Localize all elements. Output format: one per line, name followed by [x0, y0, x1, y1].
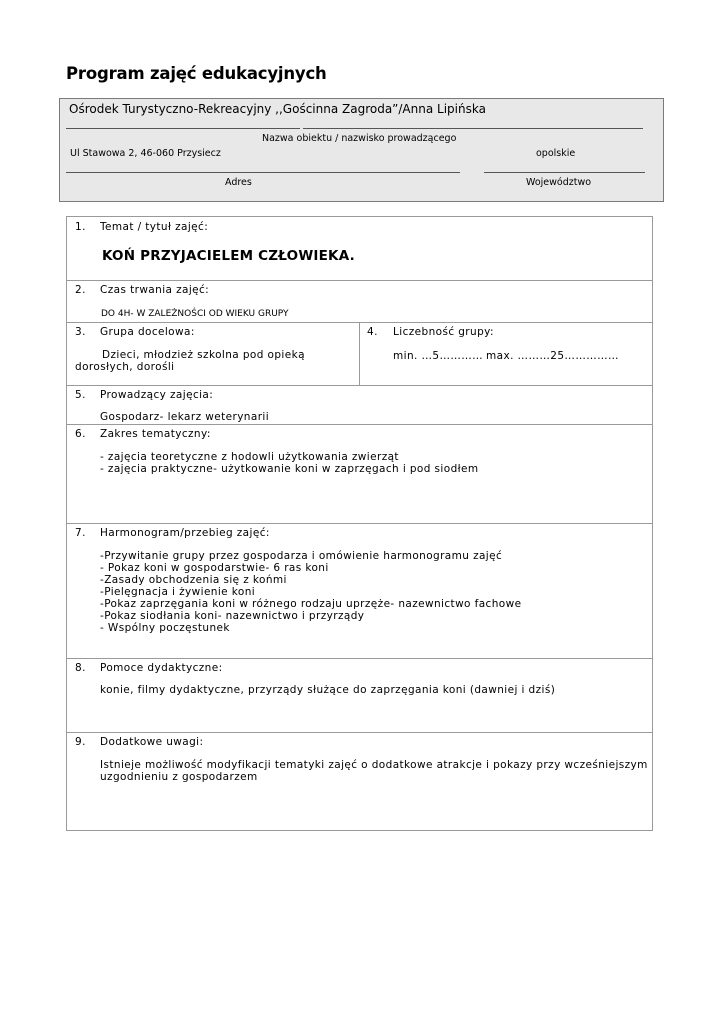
- schedule-list: [100, 550, 521, 634]
- section-label: Pomoce dydaktyczne:: [100, 662, 223, 674]
- section-scope: [67, 425, 652, 524]
- group-size-max: max. ………25……………: [486, 350, 619, 362]
- topic-value: KOŃ PRZYJACIELEM CZŁOWIEKA.: [102, 248, 355, 264]
- section-number: 6.: [75, 428, 86, 440]
- document-title: Program zajęć edukacyjnych: [66, 64, 327, 83]
- section-teaching-aids: [67, 659, 652, 733]
- section-label: Prowadzący zajęcia:: [100, 389, 214, 401]
- section-label: Zakres tematyczny:: [100, 428, 211, 440]
- group-size-min: min. …5…………: [393, 350, 484, 362]
- notes-line: Istnieje możliwość modyfikacji tematyki zajęć o dodatkowe atrakcje i pokazy przy wcześniejszym: [100, 759, 648, 771]
- voivodeship-value: opolskie: [536, 148, 576, 159]
- section-number: 2.: [75, 284, 86, 296]
- list-item: - zajęcia teoretyczne z hodowli użytkowania zwierząt: [100, 451, 399, 463]
- scope-list: [100, 451, 479, 475]
- list-item: -Przywitanie grupy przez gospodarza i omówienie harmonogramu zajęć: [100, 550, 503, 562]
- list-item: - Wspólny poczęstunek: [100, 622, 230, 634]
- facility-header: [59, 98, 664, 202]
- voivodeship-line: [484, 172, 645, 173]
- duration-value: DO 4H- W ZALEŻNOŚCI OD WIEKU GRUPY: [101, 309, 289, 319]
- section-label: Harmonogram/przebieg zajęć:: [100, 527, 270, 539]
- facility-caption: Nazwa obiektu / nazwisko prowadzącego: [262, 133, 457, 144]
- instructor-value: Gospodarz- lekarz weterynarii: [100, 411, 270, 423]
- section-label: Temat / tytuł zajęć:: [100, 221, 209, 233]
- section-number: 3.: [75, 326, 86, 338]
- section-label: Liczebność grupy:: [393, 326, 494, 338]
- section-number: 8.: [75, 662, 86, 674]
- notes-text: [100, 759, 648, 783]
- teaching-aids-value: konie, filmy dydaktyczne, przyrządy służące do zaprzęgania koni (dawniej i dziś): [100, 684, 556, 696]
- section-instructor: [67, 386, 652, 425]
- section-label: Dodatkowe uwagi:: [100, 736, 204, 748]
- voivodeship-caption: Województwo: [526, 177, 592, 188]
- section-topic: [67, 217, 652, 281]
- section-number: 9.: [75, 736, 86, 748]
- section-number: 1.: [75, 221, 86, 233]
- list-item: -Pokaz zaprzęgania koni w różnego rodzaju uprzęże- nazewnictwo fachowe: [100, 598, 522, 610]
- list-item: -Pielęgnacja i żywienie koni: [100, 586, 256, 598]
- section-schedule: [67, 524, 652, 659]
- section-notes: [67, 733, 652, 830]
- group-value-line1: Dzieci, młodzież szkolna pod opieką: [102, 349, 305, 361]
- section-group: [67, 323, 652, 386]
- list-item: -Pokaz siodłania koni- nazewnictwo i przyrządy: [100, 610, 365, 622]
- list-item: -Zasady obchodzenia się z końmi: [100, 574, 287, 586]
- address-caption: Adres: [225, 177, 252, 188]
- section-label: Grupa docelowa:: [100, 326, 195, 338]
- section-number: 7.: [75, 527, 86, 539]
- facility-name: Ośrodek Turystyczno-Rekreacyjny ,,Gościnna Zagroda”/Anna Lipińska: [69, 102, 486, 116]
- address-line: [66, 172, 460, 173]
- column-divider: [359, 323, 360, 385]
- list-item: - Pokaz koni w gospodarstwie- 6 ras koni: [100, 562, 329, 574]
- address-value: Ul Stawowa 2, 46-060 Przysiecz: [70, 148, 221, 159]
- section-label: Czas trwania zajęć:: [100, 284, 210, 296]
- facility-name-line-2: [303, 128, 643, 129]
- notes-line: uzgodnieniu z gospodarzem: [100, 771, 258, 783]
- group-value-line2: dorosłych, dorośli: [75, 361, 175, 373]
- section-number: 5.: [75, 389, 86, 401]
- program-table: [66, 216, 653, 831]
- facility-name-line: [66, 128, 300, 129]
- section-number: 4.: [367, 326, 378, 338]
- list-item: - zajęcia praktyczne- użytkowanie koni w zaprzęgach i pod siodłem: [100, 463, 479, 475]
- section-duration: [67, 281, 652, 323]
